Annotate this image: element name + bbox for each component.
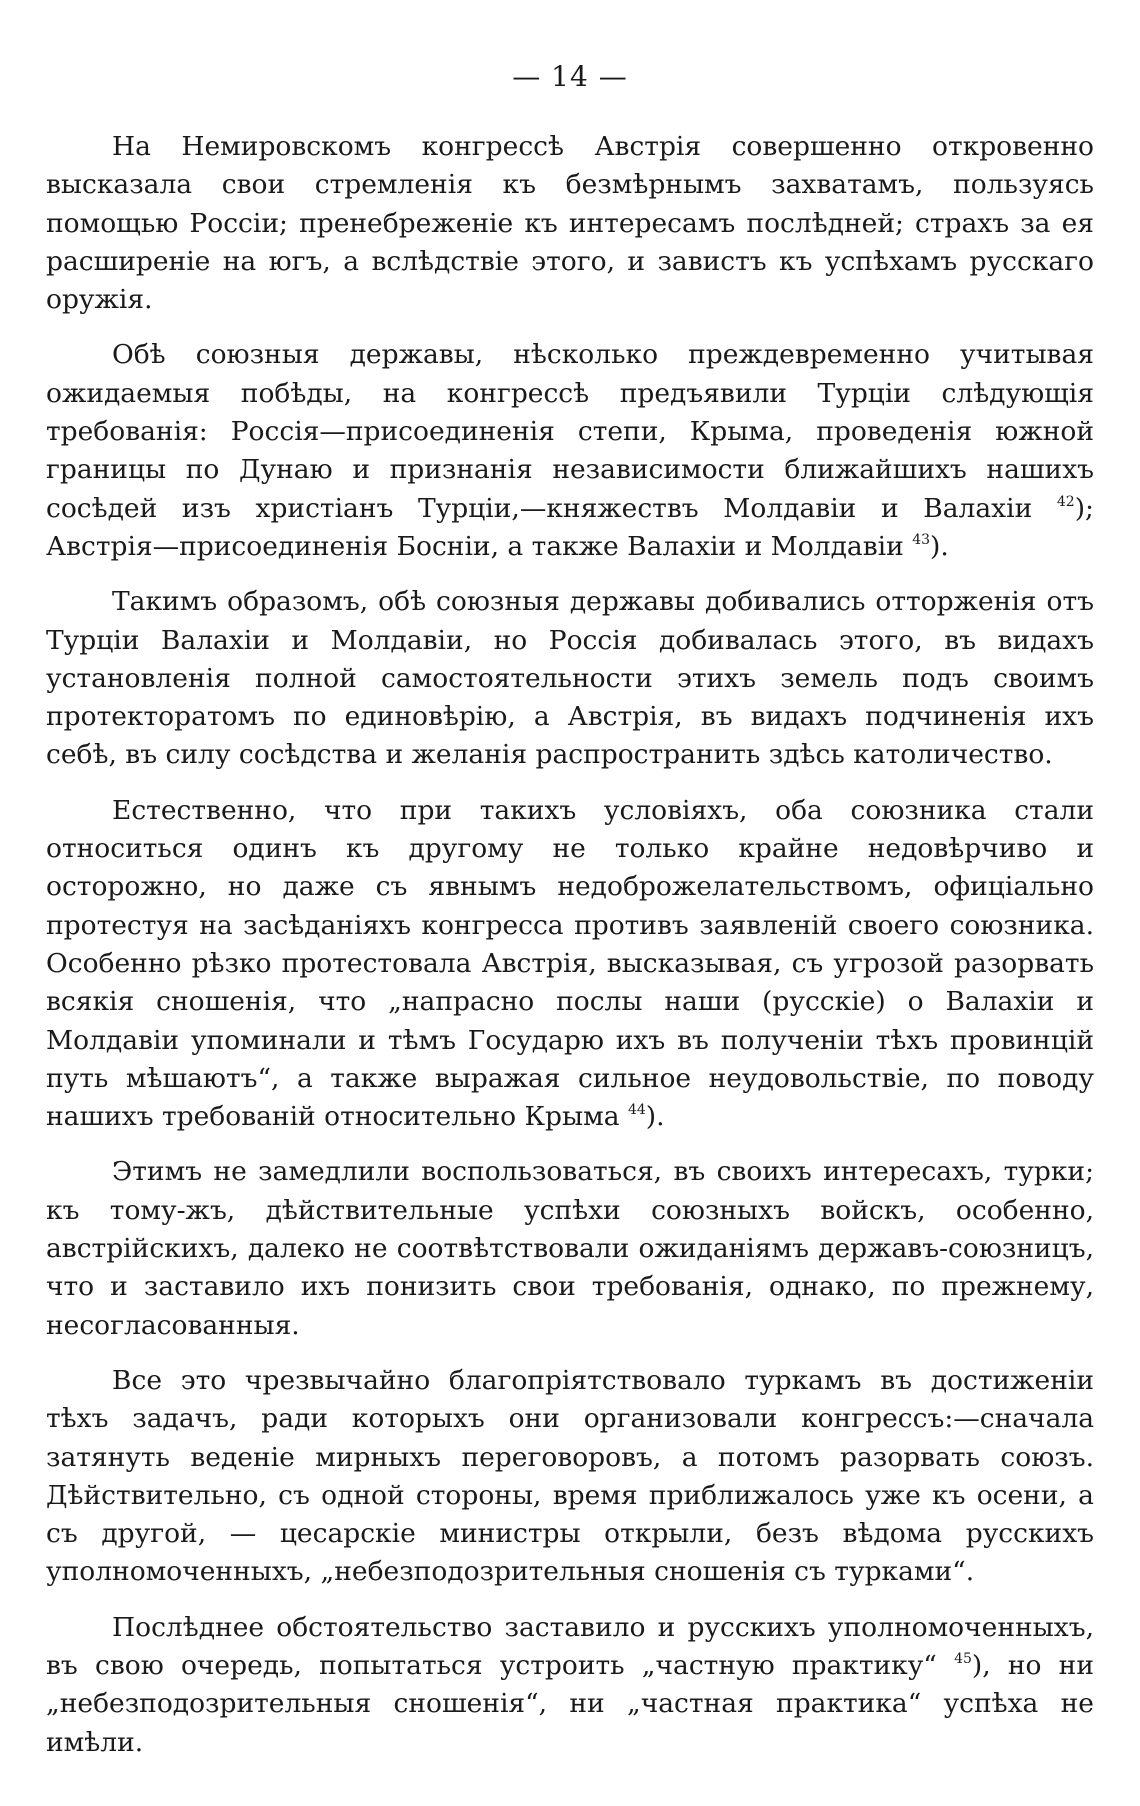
paragraph-text: ); Австрія—присоединенія Босніи, а также Валахіи и Молдавіи — [46, 492, 1094, 562]
paragraph-7 — [46, 1609, 1094, 1762]
paragraph-text: Послѣднее обстоятельство заставило и русскихъ уполномоченныхъ, въ свою очередь, попытаться устроить „частную практику“ — [46, 1611, 1094, 1681]
paragraph-4 — [46, 792, 1094, 1137]
page-number: — 14 — — [512, 60, 628, 93]
paragraph-1 — [46, 128, 1094, 319]
paragraph-text: Этимъ не замедлили воспользоваться, въ своихъ интересахъ, турки; къ тому-жъ, дѣйствительные успѣхи союзныхъ войскъ, особенно, австрійскихъ, далеко не соотвѣтствовали ожиданіямъ державъ-союзницъ, что и заставило ихъ понизить свои требованія, однако, по прежнему, несогласованныя. — [46, 1156, 1094, 1341]
footnote-ref-44: 44 — [627, 1102, 646, 1119]
footnote-ref-42: 42 — [1056, 493, 1075, 510]
paragraph-text: На Немировскомъ конгрессѣ Австрія совершенно откровенно высказала свои стремленія къ безмѣрнымъ захватамъ, пользуясь помощью Россіи; пренебреженіе къ интересамъ послѣдней; страхъ за ея расширеніе на югъ, а вслѣдствіе этого, и завистъ къ успѣхамъ русскаго оружія. — [46, 131, 1094, 316]
paragraph-text: Такимъ образомъ, обѣ союзныя державы добивались отторженія отъ Турціи Валахіи и Молдавіи, но Россія добивалась этого, въ видахъ установленія полной самостоятельности этихъ земель подъ своимъ протекторатомъ по единовѣрію, а Австрія, въ видахъ подчиненія ихъ себѣ, въ силу сосѣдства и желанія распространить здѣсь католичество. — [46, 586, 1094, 771]
paragraph-text: Обѣ союзныя державы, нѣсколько преждевременно учитывая ожидаемыя побѣды, на конгрессѣ предъявили Турціи слѣдующія требованія: Россія—присоединенія степи, Крыма, проведенія южной границы по Дунаю и признанія независимости ближайшихъ нашихъ сосѣдей изъ христіанъ Турціи,—княжествъ Молдавіи и Валахіи — [46, 339, 1094, 524]
paragraph-text: Естественно, что при такихъ условіяхъ, оба союзника стали относиться одинъ къ другому не только крайне недовѣрчиво и осторожно, но даже съ явнымъ недоброжелательствомъ, офиціально протестуя на засѣданіяхъ конгресса противъ заявленій своего союзника. Особенно рѣзко протестовала Австрія, высказывая, съ угрозой разорвать всякія сношенія, что „напрасно послы наши (русскіе) о Валахіи и Молдавіи упоминали и тѣмъ Государю ихъ въ полученіи тѣхъ провинцій путь мѣшаютъ“, а также выражая сильное неудовольствіе, по поводу нашихъ требованій относительно Крыма — [46, 794, 1094, 1133]
paragraph-2 — [46, 336, 1094, 566]
footnote-ref-45: 45 — [954, 1650, 972, 1667]
footnote-ref-43: 43 — [912, 531, 931, 548]
paragraph-3 — [46, 583, 1094, 774]
paragraph-5 — [46, 1153, 1094, 1344]
paragraph-text: ). — [930, 530, 949, 562]
paragraph-text: ), но ни „небезподозрительныя сношенія“, ни „частная практика“ успѣха не имѣли. — [46, 1649, 1094, 1758]
paragraph-text: Все это чрезвычайно благопріятствовало туркамъ въ достиженіи тѣхъ задачъ, ради которыхъ они организовали конгрессъ:—сначала затянуть веденіе мирныхъ переговоровъ, а потомъ разорвать союзъ. Дѣйствительно, съ одной стороны, время приближалось уже къ осени, а съ другой, — цесарскіе министры открыли, безъ вѣдома русскихъ уполномоченныхъ, „небезподозрительныя сношенія съ турками“. — [46, 1364, 1094, 1588]
paragraph-6 — [46, 1362, 1094, 1592]
text-body — [46, 128, 1094, 1779]
paragraph-text: ). — [645, 1101, 665, 1133]
